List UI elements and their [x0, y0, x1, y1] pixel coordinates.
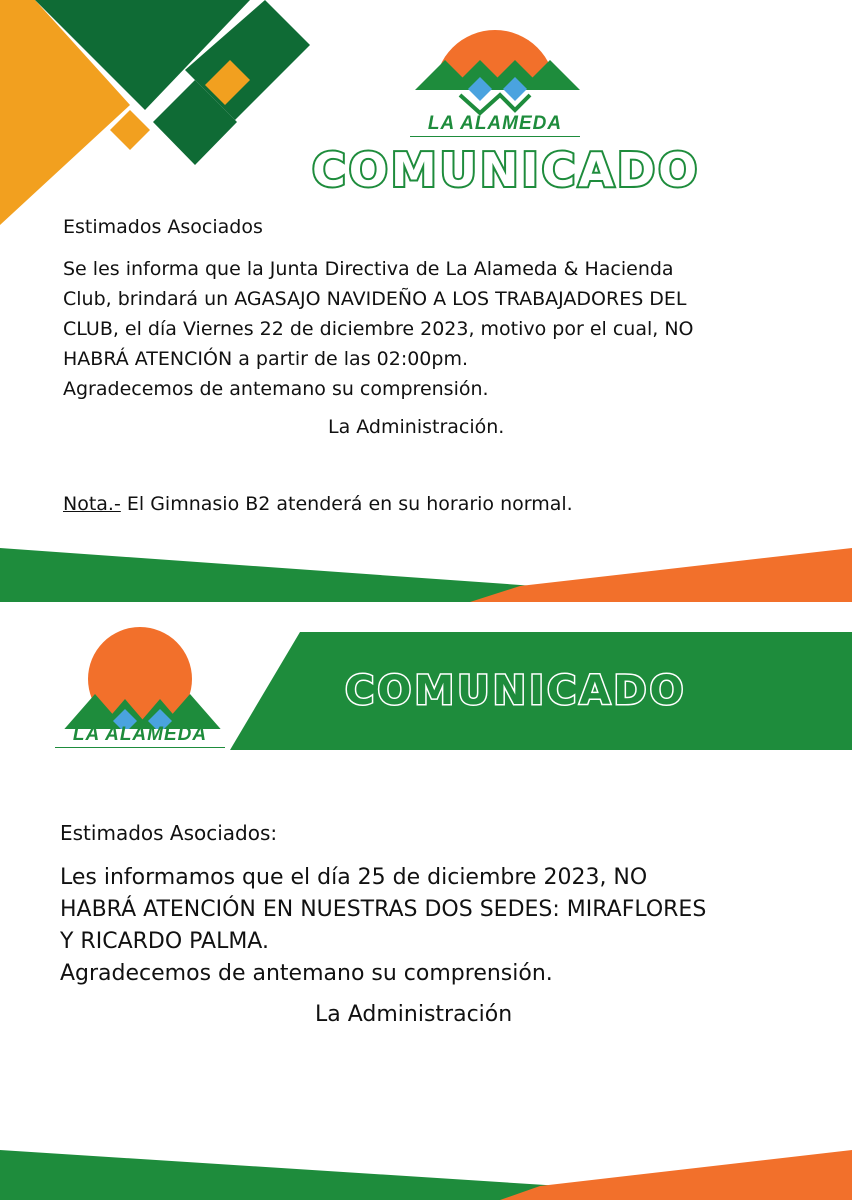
greeting: Estimados Asociados	[63, 216, 263, 238]
body-line: HABRÁ ATENCIÓN EN NUESTRAS DOS SEDES: MIRAFLORES	[60, 897, 707, 922]
page-title: COMUNICADO	[345, 668, 687, 714]
note-label: Nota.-	[63, 493, 121, 515]
body-line: Se les informa que la Junta Directiva de La Alameda & Hacienda	[63, 258, 674, 280]
logo-underline	[55, 747, 225, 748]
note-text: El Gimnasio B2 atenderá en su horario normal.	[120, 493, 573, 515]
body-line: Club, brindará un AGASAJO NAVIDEÑO A LOS TRABAJADORES DEL	[63, 288, 687, 310]
page-title: COMUNICADO	[312, 143, 701, 197]
la-alameda-logo	[55, 624, 225, 729]
body-paragraph	[60, 862, 840, 990]
logo-underline	[410, 136, 580, 137]
greeting: Estimados Asociados:	[60, 821, 278, 845]
logo-text: LA ALAMEDA	[72, 724, 208, 745]
logo-text: LA ALAMEDA	[427, 113, 563, 134]
footer-stripes	[0, 548, 852, 602]
thanks-text: Agradecemos de antemano su comprensión.	[63, 378, 489, 400]
notice-2	[0, 602, 852, 1200]
thanks-text: Agradecemos de antemano su comprensión.	[60, 961, 553, 986]
footer-stripes	[0, 1150, 852, 1200]
corner-diamonds-decoration	[0, 0, 320, 225]
signature: La Administración.	[328, 416, 505, 438]
body-line: Les informamos que el día 25 de diciembre 2023, NO	[60, 865, 648, 890]
body-line: CLUB, el día Viernes 22 de diciembre 2023, motivo por el cual, NO	[63, 318, 694, 340]
body-paragraph	[63, 254, 843, 374]
body-line: HABRÁ ATENCIÓN a partir de las 02:00pm.	[63, 348, 469, 370]
body-line: Y RICARDO PALMA.	[60, 929, 269, 954]
note	[63, 489, 573, 519]
la-alameda-logo	[400, 15, 590, 120]
signature: La Administración	[315, 1002, 513, 1027]
